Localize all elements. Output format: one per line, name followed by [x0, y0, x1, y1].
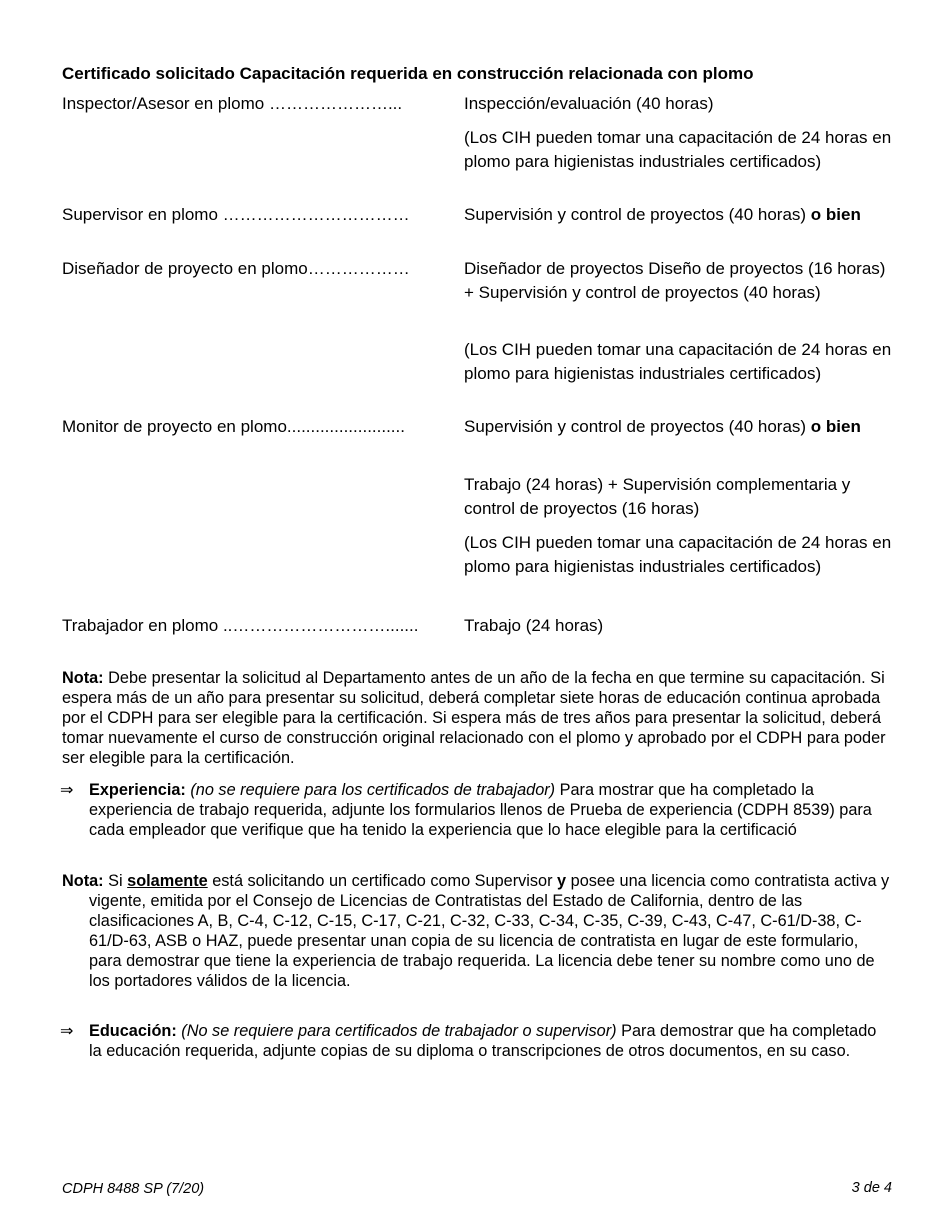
arrow-icon: ⇒ — [60, 1023, 74, 1040]
row-label-monitor: Monitor de proyecto en plomo......................... — [62, 417, 405, 436]
row-label-supervisor: Supervisor en plomo …………………………… — [62, 205, 410, 224]
experience-label: Experiencia: — [89, 781, 186, 799]
row-requirement-designer: Diseñador de proyectos Diseño de proyectos (16 horas) + Supervisión y control de proyectos (40 horas) — [464, 259, 886, 302]
note-label: Nota: — [62, 872, 104, 890]
note-contractor-license — [62, 871, 892, 991]
note-text: Debe presentar la solicitud al Departamento antes de un año de la fecha en que termine su capacitación. Si espera más de un año para presentar su solicitud, deberá completar siete horas de educación continua aprobada por el CDPH para ser elegible para la certificación. Si espera más de tres años para presentar la solicitud, deberá tomar nuevamente el curso de construcción original relacionado con el plomo y aprobado por el CDPH para poder ser elegible para la certificación. — [62, 669, 886, 767]
row-requirement-inspector: Inspección/evaluación (40 horas) — [464, 94, 714, 113]
row-cih-note-monitor: (Los CIH pueden tomar una capacitación de 24 horas en plomo para higienistas industriales certificados) — [464, 533, 892, 576]
note-underlined-only: solamente — [127, 872, 208, 890]
experience-text: Para mostrar que ha completado la experiencia de trabajo requerida, adjunte los formularios llenos de Prueba de experiencia (CDPH 8539) para cada empleador que verifique que ha tenido la experiencia que lo hace elegible para la certificació — [89, 781, 872, 839]
row-label-inspector: Inspector/Asesor en plomo …………………... — [62, 94, 403, 113]
arrow-icon: ⇒ — [60, 782, 74, 799]
education-exemption: (No se requiere para certificados de trabajador o supervisor) — [181, 1022, 617, 1040]
education-section — [89, 1021, 892, 1061]
row-requirement-supervisor — [464, 203, 892, 227]
note-label: Nota: — [62, 669, 104, 687]
row-requirement-worker: Trabajo (24 horas) — [464, 616, 604, 635]
note-license-text: posee una licencia como contratista activa y vigente, emitida por el Consejo de Licencias de Contratistas del Estado de California, dentro de las clasificaciones A, B, C-4, C-12, C-15, C-17, C-21, C-32, C-33, C-34, C-35, C-39, C-43, C-47, C-61/D-38, C-61/D-63, ASB o HAZ, puede presentar unan copia de su licencia de contratista en lugar de este formulario, para demostrar que tiene la experiencia de trabajo requerida. La licencia debe tener su nombre como uno de los portadores válidos de la licencia. — [89, 872, 890, 990]
row-alternative-monitor: Trabajo (24 horas) + Supervisión complementaria y control de proyectos (16 horas) — [464, 475, 851, 518]
row-requirement-supervisor-text: Supervisión y control de proyectos (40 horas) — [464, 205, 807, 224]
row-requirement-monitor-text: Supervisión y control de proyectos (40 horas) — [464, 417, 807, 436]
education-label: Educación: — [89, 1022, 177, 1040]
form-id: CDPH 8488 SP (7/20) — [62, 1181, 205, 1197]
row-label-worker: Trabajador en plomo ..………………………....... — [62, 616, 419, 635]
experience-section — [89, 780, 892, 840]
experience-exemption: (no se requiere para los certificados de trabajador) — [190, 781, 556, 799]
row-requirement-supervisor-or: o bien — [810, 205, 861, 224]
row-requirement-monitor-or: o bien — [810, 417, 861, 436]
row-cih-note-inspector: (Los CIH pueden tomar una capacitación de 24 horas en plomo para higienistas industriales certificados) — [464, 128, 892, 171]
page-number: 3 de 4 — [851, 1180, 892, 1196]
note-pre-text: Si — [108, 872, 123, 890]
table-heading: Certificado solicitado Capacitación requerida en construcción relacionada con plomo — [62, 64, 754, 83]
note-application-deadline — [62, 668, 892, 768]
row-cih-note-designer: (Los CIH pueden tomar una capacitación de 24 horas en plomo para higienistas industriales certificados) — [464, 340, 892, 383]
note-bold-and: y — [557, 872, 567, 890]
row-requirement-monitor — [464, 415, 892, 439]
note-mid-text: está solicitando un certificado como Supervisor — [212, 872, 553, 890]
row-label-designer: Diseñador de proyecto en plomo……………… — [62, 259, 410, 278]
education-text: Para demostrar que ha completado la educación requerida, adjunte copias de su diploma o transcripciones de otros documentos, en su caso. — [89, 1022, 877, 1060]
